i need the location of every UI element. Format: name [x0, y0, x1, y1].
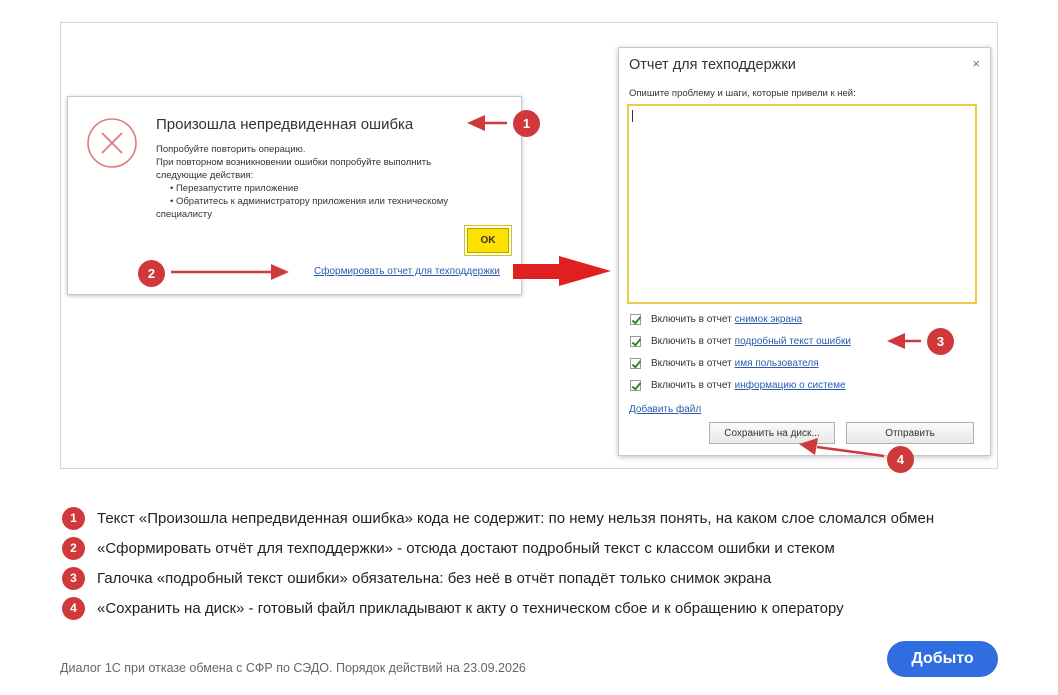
legend-text: «Сохранить на диск» - готовый файл прикладывают к акту о техническом сбое и к обращению к оператору	[97, 599, 844, 617]
create-report-link[interactable]: Сформировать отчет для техподдержки	[314, 266, 500, 277]
arrow-1-head	[467, 115, 485, 131]
error-line: При повторном возникновении ошибки попробуйте выполнить	[156, 157, 432, 168]
annotation-arrows	[61, 23, 999, 470]
arrow-4-head	[799, 438, 818, 455]
badge-2: 2	[138, 260, 165, 287]
badge-3: 3	[927, 328, 954, 355]
report-dialog-title: Отчет для техподдержки	[629, 57, 796, 73]
transition-arrow	[513, 256, 611, 286]
error-line: специалисту	[156, 209, 213, 220]
legend-text: Текст «Произошла непредвиденная ошибка» кода не содержит: по нему нельзя понять, на каком слое сломался обмен	[97, 509, 935, 527]
legend-item	[62, 507, 934, 529]
footer-caption: Диалог 1С при отказе обмена с СФР по СЭДО. Порядок действий на 23.09.2026	[60, 661, 526, 675]
arrow-2-head	[271, 264, 289, 280]
add-file-link[interactable]: Добавить файл	[629, 404, 702, 415]
legend-text: Галочка «подробный текст ошибки» обязательна: без неё в отчёт попадёт только снимок экрана	[97, 569, 772, 587]
badge-4: 4	[887, 446, 914, 473]
option-link[interactable]: имя пользователя	[734, 357, 819, 369]
badge-1: 1	[513, 110, 540, 137]
option-link[interactable]: подробный текст ошибки	[734, 335, 851, 347]
send-button[interactable]: Отправить	[846, 422, 974, 444]
option-prefix: Включить в отчет	[651, 335, 732, 347]
legend-number: 1	[62, 507, 85, 530]
arrow-3-head	[887, 333, 905, 349]
error-bullet: • Обратитесь к администратору приложения или техническому	[170, 196, 449, 207]
legend-number: 4	[62, 597, 85, 620]
option-prefix: Включить в отчет	[651, 379, 732, 391]
screenshot-frame	[60, 22, 998, 469]
option-link[interactable]: информацию о системе	[734, 379, 846, 391]
error-bullet: • Перезапустите приложение	[170, 183, 299, 194]
option-link[interactable]: снимок экрана	[734, 313, 803, 325]
legend-number: 2	[62, 537, 85, 560]
report-prompt: Опишите проблему и шаги, которые привели к ней:	[629, 88, 856, 99]
option-prefix: Включить в отчет	[651, 357, 732, 369]
ok-button[interactable]: OK	[467, 228, 509, 253]
close-icon[interactable]: ×	[972, 56, 980, 71]
legend-item	[62, 597, 844, 619]
error-line: Попробуйте повторить операцию.	[156, 144, 306, 155]
legend-number: 3	[62, 567, 85, 590]
option-prefix: Включить в отчет	[651, 313, 732, 325]
error-title: Произошла непредвиденная ошибка	[156, 116, 414, 133]
legend-item	[62, 567, 771, 589]
arrow-4-line	[817, 447, 884, 456]
done-button[interactable]: Добыто	[887, 641, 998, 677]
error-line: следующие действия:	[156, 170, 254, 181]
save-to-disk-button[interactable]: Сохранить на диск...	[709, 422, 835, 444]
legend-text: «Сформировать отчёт для техподдержки» - отсюда достают подробный текст с классом ошибки и стеком	[97, 539, 835, 557]
legend-item	[62, 537, 835, 559]
